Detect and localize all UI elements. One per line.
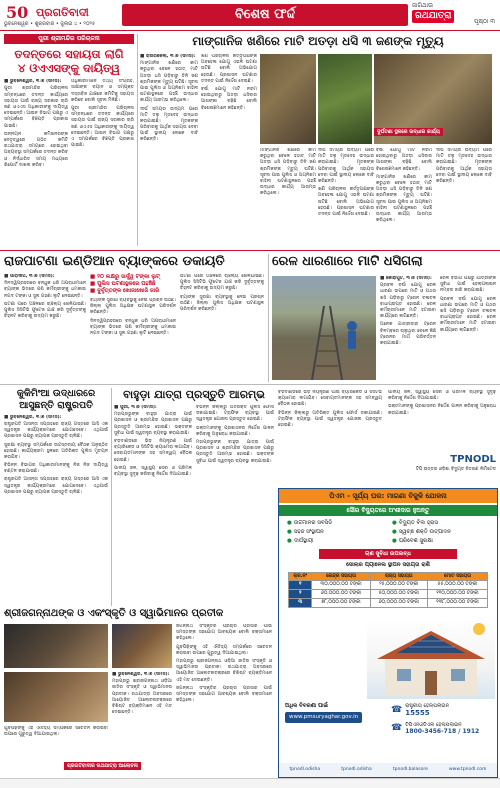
ad-subsidy-table: [288, 572, 488, 609]
story-kicker: ପୁରୀ ଶ୍ରୀମନ୍ଦିର ପରିଚାଳନା: [4, 34, 134, 44]
table-header-cell: କ୍ର.ନଂ: [289, 572, 312, 581]
table-header-cell: କେନ୍ଦ୍ର ସହାୟତା: [312, 572, 370, 581]
column-divider: [268, 254, 269, 382]
table-header-row: [289, 572, 488, 581]
president-headline-1[interactable]: କୁକିମିଂଆ ଉଦ୍ଧାରରେ: [16, 388, 96, 399]
bahuda-paragraph: ମହାପ୍ରଭୁଙ୍କ ବାହୁଡ଼ା ଯାତ୍ରା ପାଇଁ ପ୍ରଶାସନ ଓ ଶ୍ରୀମନ୍ଦିର ପ୍ରଶାସନ ପକ୍ଷରୁ ପ୍ରସ୍ତୁତି ଆରମ୍ଭ ହୋଇଛି। ଭକ୍ତଙ୍କ ସୁବିଧା ପାଇଁ ସ୍ୱତନ୍ତ୍ର ବ୍ୟବସ୍ଥା କରାଯାଉଛି।: [196, 439, 274, 464]
president-body: [4, 415, 108, 605]
jagannath-footer-tag: ପ୍ରଗତିବାଦୀର ରଥଯାତ୍ରା ଆଲୋଚନା: [64, 762, 141, 770]
rail-column-1: [380, 276, 436, 380]
column-divider: [137, 34, 138, 246]
mine-paragraph: ବର୍ଷା ଯୋଗୁ ମାଟି ନରମ ହୋଇଥିବାରୁ ଅତଡ଼ା ଧସିବାର ଆଶଙ୍କା ବଢ଼ିଛି ବୋଲି ବିଶେଷଜ୍ଞମାନେ କହିଛନ୍ତି।: [201, 86, 257, 111]
president-byline: ■ ଭୁବନେଶ୍ୱର, ୩।୭ (ସମିସ):: [4, 414, 62, 420]
jagannath-photo-speakers: [4, 672, 108, 722]
story-bank-robbery: [4, 254, 266, 382]
story-paragraph: ଉନ୍ନୟନ କମିଶନରଙ୍କ ନେତୃତ୍ୱରେ ଗଠିତ କମିଟି ରଥଯାତ୍ରା ସମୟରେ ହୋଇଥିବା ଅବ୍ୟବସ୍ଥା ସମ୍ପର୍କରେ ତଦନ୍ତ କରିବ ଓ ନିର୍ଦ୍ଧାରିତ ସମୟ ମଧ୍ୟରେ ରିପୋର୍ଟ ଦାଖଲ କରିବ।: [4, 131, 68, 168]
jagannath-paragraph: ଜଗନ୍ନାଥ ସଂସ୍କୃତିର ପ୍ରଚାର ପ୍ରସାର ପାଇଁ ସମସ୍ତଙ୍କ ସହଯୋଗ ଆବଶ୍ୟକ ବୋଲି ବକ୍ତାମାନେ କହିଥିଲେ।: [176, 685, 272, 704]
rail-column-2: [440, 276, 496, 380]
page-number: ପୃଷ୍ଠା ୩: [474, 18, 495, 25]
bahuda-headline[interactable]: ବାହୁଡ଼ା ଯାତ୍ରା ପ୍ରସ୍ତୁତି ଆରମ୍ଭ: [123, 388, 265, 401]
table-row: [289, 590, 488, 599]
table-row: [289, 599, 488, 608]
ad-social-link[interactable]: tpnodl.balasore: [392, 767, 428, 773]
table-cell: ୨୫,୦୦୦.୦୦ ଟଙ୍କା: [370, 581, 427, 590]
mine-paragraph: ଖଣି ପରିଚାଳନା କର୍ତ୍ତୃପକ୍ଷଙ୍କ ଅବହେଳା ଯୋଗୁ ଏଭଳି ଘଟଣା ଘଟିଛି ବୋଲି ଅଭିଯୋଗ ହେଉଛି। ପ୍ରଶାସନ ଘଟଣାର ତଦନ୍ତ ପାଇଁ ନିର୍ଦ୍ଦେଶ ଦେଇଛି।: [318, 187, 374, 217]
story-manganese-mine: [140, 34, 496, 248]
president-paragraph: ରାଷ୍ଟ୍ରପତି ଆସନ୍ତା ସପ୍ତାହରେ ରାଜ୍ୟ ଗସ୍ତରେ ଆସି ଏକ ସ୍ୱତନ୍ତ୍ର କାର୍ଯ୍ୟକ୍ରମରେ ଯୋଗଦେବେ। ଏଥିପାଇଁ ପ୍ରଶାସନ ପକ୍ଷରୁ ବ୍ୟାପକ ପ୍ରସ୍ତୁତି ଚାଲିଛି।: [4, 421, 108, 440]
mine-column-6: [436, 148, 492, 244]
rathyatra-line2: ରଥଯାତ୍ରା: [412, 10, 454, 23]
bank-column-2: [90, 298, 176, 380]
bank-byline: ■ ପାରାଦୀପ, ୩।୭ (ସମିସ):: [4, 274, 55, 279]
ad-brand-logo[interactable]: TPNODL: [450, 454, 496, 465]
bank-column-1: [4, 274, 86, 380]
ad-solar-house-image: [367, 619, 495, 699]
story-byline: ■ ଭୁବନେଶ୍ୱର, ୩।୭ (ସମିସ):: [4, 79, 62, 85]
table-cell: ୫୫,୦୦୦.୦୦ ଟଙ୍କା: [427, 581, 487, 590]
bahuda-paragraph: ବିଭିନ୍ନ ଜିଲ୍ଲାରୁ ଅତିରିକ୍ତ ପୁଲିସ ଫୋର୍ସ ଡକାଯାଇଛି। ଟ୍ରାଫିକ ବ୍ୟବସ୍ଥା ପାଇଁ ସ୍ୱତନ୍ତ୍ର ଯୋଜନା ପ୍ରସ୍ତୁତ ହୋଇଛି।: [278, 410, 382, 428]
story-paragraph: ପୁରୀ ଶ୍ରୀମନ୍ଦିର ପରିଚାଳନା ସମ୍ବନ୍ଧରେ ତଦନ୍ତ କାର୍ଯ୍ୟରେ ସହାୟତା ପାଇଁ ରାଜ୍ୟ ସରକାର ଚାରି ଜଣ ଓଏଏସ ଅଧିକାରୀଙ୍କୁ ଦାୟିତ୍ୱ ଦେଇଛନ୍ତି। ଆଇନ ବିଭାଗ ପକ୍ଷରୁ ଏ ସମ୍ପର୍କରେ ବିଜ୍ଞପ୍ତି ପ୍ରକାଶ ପାଇଛି।: [71, 106, 134, 149]
table-cell: ୧୩୮,୦୦୦.୦୦ ଟଙ୍କା: [427, 599, 487, 608]
mine-byline: ■ ରାଉରକେଲା, ୩।୭ (ସମିସ):: [140, 54, 196, 59]
ad-benefits-list: [279, 516, 497, 549]
bank-column-3: [180, 274, 264, 380]
ad-offer-tag: ଋଣ ସୁବିଧା ଉପଲବ୍ଧ: [319, 549, 457, 559]
ad-right-column: [388, 390, 496, 486]
bank-paragraph: ଘଟଣା ପରେ ଅଞ୍ଚଳରେ ଚାଞ୍ଚଲ୍ୟ ଖେଳିଯାଇଛି। ପୁଲିସ ସିସିଟିଭି ଫୁଟେଜ ଯାଞ୍ଚ କରି ଦୁର୍ବୃତ୍ତଙ୍କୁ ଚିହ୍ନଟ କରିବାକୁ ଉଦ୍ୟମ କରୁଛି।: [180, 274, 264, 292]
story-paragraph: ପୁରୀ ଶ୍ରୀମନ୍ଦିର ପରିଚାଳନା ସମ୍ବନ୍ଧରେ ତଦନ୍ତ କାର୍ଯ୍ୟରେ ସହାୟତା ପାଇଁ ରାଜ୍ୟ ସରକାର ଚାରି ଜଣ ଓଏଏସ ଅଧିକାରୀଙ୍କୁ ଦାୟିତ୍ୱ ଦେଇଛନ୍ତି। ଆଇନ ବିଭାଗ ପକ୍ଷରୁ ଏ ସମ୍ପର୍କରେ ବିଜ୍ଞପ୍ତି ପ୍ରକାଶ ପାଇଛି।: [4, 86, 68, 129]
bahuda-paragraph: ଭକ୍ତମାନଙ୍କୁ ପ୍ରଶାସନର ନିର୍ଦ୍ଦେଶ ପାଳନ କରିବାକୁ ଅନୁରୋଧ କରାଯାଇଛି।: [388, 404, 496, 416]
ad-benefit-item: ● ଦୀର୍ଘସ୍ଥାୟୀ: [287, 537, 314, 544]
rail-track-illustration: [272, 276, 376, 380]
ad-social-link[interactable]: www.tpnodl.com: [449, 767, 487, 773]
section-divider: [0, 384, 500, 385]
president-paragraph: ରାଷ୍ଟ୍ରପତି ଆସନ୍ତା ସପ୍ତାହରେ ରାଜ୍ୟ ଗସ୍ତରେ ଆସି ଏକ ସ୍ୱତନ୍ତ୍ର କାର୍ଯ୍ୟକ୍ରମରେ ଯୋଗଦେବେ। ଏଥିପାଇଁ ପ୍ରଶାସନ ପକ୍ଷରୁ ବ୍ୟାପକ ପ୍ରସ୍ତୁତି ଚାଲିଛି।: [4, 477, 108, 495]
mine-column-2: [201, 54, 257, 244]
story-president-visit: [4, 388, 108, 606]
bahuda-paragraph: ବିଭିନ୍ନ ଜିଲ୍ଲାରୁ ଅତିରିକ୍ତ ପୁଲିସ ଫୋର୍ସ ଡକାଯାଇଛି। ଟ୍ରାଫିକ ବ୍ୟବସ୍ଥା ପାଇଁ ସ୍ୱତନ୍ତ୍ର ଯୋଜନା ପ୍ରସ୍ତୁତ ହୋଇଛି।: [196, 405, 274, 423]
president-paragraph: ବିଭିନ୍ନ ବିଭାଗର ଅଧିକାରୀମାନଙ୍କୁ ନିଜ ନିଜ ଦାୟିତ୍ୱ ବଣ୍ଟନ କରାଯାଇଛି।: [4, 463, 108, 475]
rail-headline[interactable]: ରେଳ ଧାରଣାରେ ମାଟି ଧସିଗଲା: [272, 254, 423, 269]
ad-benefit-item: ● ସ୍ୱଚ୍ଛ ଶକ୍ତି ଉତ୍ପାଦନ: [392, 528, 451, 535]
bahuda-paragraph: ପାନୀୟ ଜଳ, ସ୍ୱାସ୍ଥ୍ୟ ସେବା ଓ ପରିମଳ ବ୍ୟବସ୍ଥା ସୁଦୃଢ଼ କରିବାକୁ ନିର୍ଦ୍ଦେଶ ଦିଆଯାଇଛି।: [114, 465, 192, 477]
rail-paragraph: ଅନେକ ଯାତ୍ରୀବାହୀ ଟ୍ରେନ ବିଳମ୍ବରେ ଚାଲୁଥିବା ବେଳେ କିଛି ଟ୍ରେନର ମାର୍ଗ ପରିବର୍ତ୍ତନ କରାଯାଇଛି।: [380, 322, 436, 346]
bank-paragraph: ଦିନଦ୍ୱିପ୍ରହରରେ ବନ୍ଧୁକ ଧରି ଅପରାଧୀମାନେ ବ୍ୟାଙ୍କ ଭିତରେ ପଶି କର୍ମଚାରୀଙ୍କୁ ଧମକାଇ ନଗଦ ଟଙ୍କା ଓ ସୁନା ଗହଣା ଲୁଟି ନେଇଛନ୍ତି।: [4, 281, 86, 299]
jagannath-column-2: [176, 624, 272, 774]
president-headline-2[interactable]: ଆସୁଛନ୍ତି ରାଷ୍ଟ୍ରପତି: [19, 399, 93, 411]
ad-apply-block: [285, 703, 385, 723]
bahuda-paragraph: ଭକ୍ତମାନଙ୍କୁ ପ୍ରଶାସନର ନିର୍ଦ୍ଦେଶ ପାଳନ କରିବାକୁ ଅନୁରୋଧ କରାଯାଇଛି।: [196, 425, 274, 437]
jagannath-paragraph: ଯୁବପିଢ଼ିଙ୍କୁ ଏହି ଐତିହ୍ୟ ସମ୍ପର୍କରେ ସଚେତନ କରାଇବା ଉପରେ ଗୁରୁତ୍ୱ ଦିଆଯାଇଥିଲା।: [176, 644, 272, 656]
jagannath-photo-crowd: [112, 624, 172, 668]
bank-highlight: ■ ୨୦ ଲକ୍ଷରୁ ଊର୍ଦ୍ଧ୍ୱ ଟଙ୍କା ଲୁଟ୍: [90, 274, 160, 280]
story-column-1: [4, 79, 68, 227]
bahuda-column-2: [196, 405, 274, 605]
ad-pm-surya-ghar[interactable]: [278, 488, 498, 778]
ad-social-link[interactable]: tpnodl.odisha: [289, 767, 321, 773]
phone-icon: ☎: [391, 704, 403, 715]
table-row: [289, 581, 488, 590]
ad-url-link[interactable]: www.pmsuryaghar.gov.in: [285, 712, 362, 723]
solar-house-illustration: [367, 619, 495, 699]
table-cell: ୫୦,୦୦୦.୦୦ ଟଙ୍କା: [370, 590, 427, 599]
rail-paragraph: ପ୍ରବଳ ବର୍ଷା ଯୋଗୁ ରେଳ ଧାରଣା ଉପରେ ମାଟି ଓ ପଥର ଖସି ପଡ଼ିବାରୁ ଟ୍ରେନ ଚଳାଚଳ ବାଧାପ୍ରାପ୍ତ ହୋଇଛି। ରେଳ କର୍ମଚାରୀମାନେ ମାଟି ହଟାଇବା କାର୍ଯ୍ୟରେ ଲାଗିଛନ୍ତି।: [440, 296, 496, 333]
jagannath-column-3: [4, 726, 108, 760]
check-icon: ●: [287, 528, 292, 535]
bahuda-paragraph: ବଡ଼ଦାଣ୍ଡରେ ଭିଡ଼ ନିୟନ୍ତ୍ରଣ ପାଇଁ ବ୍ୟାରିକେଡ ଓ ସିସିଟିଭି କ୍ୟାମେରା ଲଗାଯିବ। ସେବାୟତମାନଙ୍କ ସହ ସମନ୍ୱୟ ବୈଠକ ହୋଇଛି।: [278, 390, 382, 408]
jagannath-paragraph: ମହାପ୍ରଭୁ ଶ୍ରୀଜଗନ୍ନାଥ ଓଡ଼ିଆ ଜାତିର ସଂସ୍କୃତି ଓ ସ୍ୱାଭିମାନର ପ୍ରତୀକ। ରଥଯାତ୍ରା ଅବସରରେ ଆୟୋଜିତ ଆଲୋଚନାଚକ୍ରରେ ବିଶିଷ୍ଟ ବ୍ୟକ୍ତିମାନେ ଏହି ମତ ଦେଇଛନ୍ତି।: [112, 679, 172, 716]
rail-paragraph: ପ୍ରବଳ ବର୍ଷା ଯୋଗୁ ରେଳ ଧାରଣା ଉପରେ ମାଟି ଓ ପଥର ଖସି ପଡ଼ିବାରୁ ଟ୍ରେନ ଚଳାଚଳ ବାଧାପ୍ରାପ୍ତ ହୋଇଛି। ରେଳ କର୍ମଚାରୀମାନେ ମାଟି ହଟାଇବା କାର୍ଯ୍ୟରେ ଲାଗିଛନ୍ତି।: [380, 283, 436, 320]
story-rail-landslide: [272, 254, 496, 382]
anniversary-logo: 50: [6, 3, 29, 22]
bank-paragraph: ବ୍ୟାଙ୍କ ସୁରକ୍ଷା ବ୍ୟବସ୍ଥାକୁ ନେଇ ପ୍ରଶ୍ନ ଉଠିଛି। ଜିଲ୍ଲା ପୁଲିସ ଅଧିକ୍ଷକ ଘଟଣାସ୍ଥଳ ପରିଦର୍ଶନ କରିଛନ୍ତି।: [180, 294, 264, 312]
table-cell: ୬୦,୦୦୦.୦୦ ଟଙ୍କା: [312, 590, 370, 599]
ad-benefit-item: ● ସହଜ ସଂସ୍ଥାପନ: [287, 528, 324, 535]
table-cell: ୨: [289, 590, 312, 599]
rail-photo: [272, 276, 376, 380]
check-icon: ●: [392, 537, 397, 544]
jagannath-column-1: [112, 672, 172, 760]
masthead-rule: [0, 30, 500, 31]
column-divider: [111, 388, 112, 606]
bahuda-column-3: [278, 390, 382, 486]
ad-apply-label: ଅଧିକ ବିବରଣୀ ପାଇଁ: [285, 703, 328, 709]
story-paragraph: ଅଧିକାରୀମାନେ ତଥ୍ୟ ସଂଗ୍ରହ, ସାକ୍ଷୀଙ୍କ ବୟାନ ଓ ସମ୍ପୃକ୍ତ ଦସ୍ତାବିଜ ଯାଞ୍ଚରେ କମିଟିକୁ ସହାୟତା କରିବେ ବୋଲି ସୂଚନା ମିଳିଛି।: [71, 79, 134, 103]
mine-column-5: [376, 148, 432, 244]
ad-header-area: [278, 390, 496, 486]
ad-title: ପିଏମ - ସୂର୍ଯ୍ୟ ଘର: ମାଗଣା ବିଜୁଳି ଯୋଜନା: [279, 489, 497, 503]
phone-icon: ☎: [391, 723, 403, 734]
special-section-title: ବିଶେଷ ଫର୍ଦ୍ଦ: [122, 4, 408, 26]
check-icon: ●: [287, 520, 292, 526]
bank-highlight: ■ ପୁଲିସ ଘଟଣାସ୍ଥଳରେ ପହଞ୍ଚିଛି: [90, 280, 156, 287]
jagannath-paragraph: ମହାପ୍ରଭୁ ଶ୍ରୀଜଗନ୍ନାଥ ଓଡ଼ିଆ ଜାତିର ସଂସ୍କୃତି ଓ ସ୍ୱାଭିମାନର ପ୍ରତୀକ। ରଥଯାତ୍ରା ଅବସରରେ ଆୟୋଜିତ ଆଲୋଚନାଚକ୍ରରେ ବିଶିଷ୍ଟ ବ୍ୟକ୍ତିମାନେ ଏହି ମତ ଦେଇଛନ୍ତି।: [176, 658, 272, 683]
dateline: ଭୁବନେଶ୍ୱର • ଶୁକ୍ରବାର • ଜୁଲାଇ ୪ • ୨୦୨୫: [4, 21, 96, 27]
jagannath-photo-panel: [4, 624, 108, 668]
ad-benefit-item: ● ବିଦ୍ୟୁତ ବିଲ ହ୍ରାସ: [392, 520, 439, 526]
jagannath-paragraph: ଜଗନ୍ନାଥ ସଂସ୍କୃତିର ପ୍ରଚାର ପ୍ରସାର ପାଇଁ ସମସ୍ତଙ୍କ ସହଯୋଗ ଆବଶ୍ୟକ ବୋଲି ବକ୍ତାମାନେ କହିଥିଲେ।: [176, 624, 272, 642]
ad-social-footer: [279, 763, 497, 777]
mine-paragraph: ଦୀର୍ଘ ସମୟର ଉଦ୍ୟମ ପରେ ମାଟି ତଳୁ ମୃତଦେହ ଉଦ୍ଧାର କରାଯାଇଛି। ମୃତକଙ୍କ ପରିବାରକୁ ଆର୍ଥିକ ସହାୟତା ଦେବା ପାଇଁ ସ୍ଥାନୀୟ ଲୋକେ ଦାବି କରିଛନ୍ତି।: [318, 148, 374, 184]
mine-paragraph: ମାଙ୍ଗାନିଜ ଖଣିରେ କାମ କରୁଥିବା ବେଳେ ହଠାତ୍ ମାଟି ଅତଡ଼ା ଧସି ପଡ଼ିବାରୁ ତିନି ଜଣ ଶ୍ରମିକଙ୍କ ମୃତ୍ୟୁ ଘଟିଛି। ସୂଚନା ପାଇ ପୁଲିସ ଓ ଅଗ୍ନିଶମ ବାହିନୀ ଘଟଣାସ୍ଥଳରେ ପହଞ୍ଚି ଉଦ୍ଧାର କାର୍ଯ୍ୟ ଆରମ୍ଭ କରିଥିଲେ।: [376, 174, 432, 224]
mine-column-1: [140, 54, 198, 244]
story-headline-2[interactable]: ୪ ଓଏଏସଙ୍କୁ ଦାୟିତ୍ୱ: [18, 60, 120, 75]
ad-brand-sub: ଟିପି ଉତ୍ତର ଓଡ଼ିଶା ବିଦ୍ୟୁତ ବିତରଣ ଲିମିଟେଡ: [415, 466, 496, 472]
bank-paragraph: ବ୍ୟାଙ୍କ ସୁରକ୍ଷା ବ୍ୟବସ୍ଥାକୁ ନେଇ ପ୍ରଶ୍ନ ଉଠିଛି। ଜିଲ୍ଲା ପୁଲିସ ଅଧିକ୍ଷକ ଘଟଣାସ୍ଥଳ ପରିଦର୍ଶନ କରିଛନ୍ତି।: [90, 298, 176, 316]
mine-paragraph: ଖଣି ପରିଚାଳନା କର୍ତ୍ତୃପକ୍ଷଙ୍କ ଅବହେଳା ଯୋଗୁ ଏଭଳି ଘଟଣା ଘଟିଛି ବୋଲି ଅଭିଯୋଗ ହେଉଛି। ପ୍ରଶାସନ ଘଟଣାର ତଦନ୍ତ ପାଇଁ ନିର୍ଦ୍ଦେଶ ଦେଇଛି।: [201, 54, 257, 84]
ad-helpline-number[interactable]: 15555: [405, 709, 430, 718]
mine-column-3: [260, 148, 316, 244]
newspaper-brand[interactable]: ପ୍ରଗତିବାଦୀ: [36, 6, 89, 19]
president-paragraph: ସୁରକ୍ଷା ବ୍ୟବସ୍ଥା ସମ୍ପର୍କରେ ଉଚ୍ଚସ୍ତରୀୟ ବୈଠକ ଅନୁଷ୍ଠିତ ହୋଇଛି। କାର୍ଯ୍ୟକ୍ରମ ସ୍ଥଳରେ ଅତିରିକ୍ତ ପୁଲିସ ମୁତୟନ କରାଯିବ।: [4, 442, 108, 460]
ad-helpline-label: ରାଷ୍ଟ୍ରୀୟ ହେଲ୍ପଲାଇନ: [405, 703, 450, 709]
mine-headline[interactable]: ମାଙ୍ଗାନିଜ ଖଣିରେ ମାଟି ଅତଡ଼ା ଧସି ୩ ଜଣଙ୍କ ମୃତ୍ୟୁ: [192, 34, 444, 48]
ad-benefits-header: ସୌର ବିଦ୍ୟୁତରେ ଅଂଶୀଦାର ହୁଅନ୍ତୁ: [279, 505, 497, 516]
page-footer-strip: [0, 778, 500, 788]
table-cell: ୧୧୦,୦୦୦.୦୦ ଟଙ୍କା: [427, 590, 487, 599]
table-cell: ୭୮,୦୦୦.୦୦ ଟଙ୍କା: [312, 599, 370, 608]
rathyatra-line1: ଜାଗିଥାଉ: [412, 2, 433, 9]
story-column-2: [71, 79, 134, 227]
ad-benefit-item: ● ପରିବେଶ ସୁରକ୍ଷା: [392, 537, 433, 544]
rail-byline: ■ କୋରାପୁଟ, ୩।୭ (ସମିସ):: [380, 276, 432, 281]
rathyatra-badge: [412, 2, 472, 28]
ad-helpline-block: [391, 703, 495, 736]
mine-paragraph: ବର୍ଷା ଯୋଗୁ ମାଟି ନରମ ହୋଇଥିବାରୁ ଅତଡ଼ା ଧସିବାର ଆଶଙ୍କା ବଢ଼ିଛି ବୋଲି ବିଶେଷଜ୍ଞମାନେ କହିଛନ୍ତି।: [376, 148, 432, 172]
ad-tp-helpline-label: ଟିପିଏନଓଡିଏଲ ହେଲ୍ପଲାଇନ: [405, 722, 462, 728]
rail-paragraph: ରେଳ ବିଭାଗ ପକ୍ଷରୁ ଯାତ୍ରୀଙ୍କ ସୁବିଧା ପାଇଁ ହେଲ୍ପଲାଇନ ନମ୍ବର ଜାରି କରାଯାଇଛି।: [440, 276, 496, 294]
mine-photo-site: [318, 54, 372, 144]
bahuda-paragraph: ମହାପ୍ରଭୁଙ୍କ ବାହୁଡ଼ା ଯାତ୍ରା ପାଇଁ ପ୍ରଶାସନ ଓ ଶ୍ରୀମନ୍ଦିର ପ୍ରଶାସନ ପକ୍ଷରୁ ପ୍ରସ୍ତୁତି ଆରମ୍ଭ ହୋଇଛି। ଭକ୍ତଙ୍କ ସୁବିଧା ପାଇଁ ସ୍ୱତନ୍ତ୍ର ବ୍ୟବସ୍ଥା କରାଯାଉଛି।: [114, 412, 192, 436]
jagannath-paragraph: ଯୁବପିଢ଼ିଙ୍କୁ ଏହି ଐତିହ୍ୟ ସମ୍ପର୍କରେ ସଚେତନ କରାଇବା ଉପରେ ଗୁରୁତ୍ୱ ଦିଆଯାଇଥିଲା।: [4, 726, 108, 738]
check-icon: ●: [392, 520, 397, 526]
mine-paragraph: ଦୀର୍ଘ ସମୟର ଉଦ୍ୟମ ପରେ ମାଟି ତଳୁ ମୃତଦେହ ଉଦ୍ଧାର କରାଯାଇଛି। ମୃତକଙ୍କ ପରିବାରକୁ ଆର୍ଥିକ ସହାୟତା ଦେବା ପାଇଁ ସ୍ଥାନୀୟ ଲୋକେ ଦାବି କରିଛନ୍ତି।: [140, 106, 198, 143]
table-cell: ୬୦,୦୦୦.୦୦ ଟଙ୍କା: [370, 599, 427, 608]
table-header-cell: ମୋଟ ସହାୟତା: [427, 572, 487, 581]
story-headline-1[interactable]: ତଦନ୍ତରେ ସହାୟତା ଲାଗି: [14, 46, 124, 61]
ad-table-title: ସୋଲାର ପ୍ୟାନେଲ ସ୍ଥାପନ ସହାୟତା ରାଶି: [346, 561, 430, 568]
check-icon: ●: [392, 528, 397, 535]
table-cell: ୧: [289, 581, 312, 590]
story-bahuda-yatra: [114, 388, 274, 606]
story-jagannath-culture: [4, 608, 274, 776]
table-cell: ୩୦,୦୦୦.୦୦ ଟଙ୍କା: [312, 581, 370, 590]
bahuda-byline: ■ ପୁରୀ, ୩।୭ (ସମିସ):: [114, 405, 157, 410]
bank-highlight: ■ ଦୁର୍ବୃତ୍ତଙ୍କ ଖୋଜାଖୋଜି ଜାରି: [90, 287, 160, 294]
bank-paragraph: ଘଟଣା ପରେ ଅଞ୍ଚଳରେ ଚାଞ୍ଚଲ୍ୟ ଖେଳିଯାଇଛି। ପୁଲିସ ସିସିଟିଭି ଫୁଟେଜ ଯାଞ୍ଚ କରି ଦୁର୍ବୃତ୍ତଙ୍କୁ ଚିହ୍ନଟ କରିବାକୁ ଉଦ୍ୟମ କରୁଛି।: [4, 301, 86, 320]
story-temple-probe: [4, 34, 134, 244]
check-icon: ●: [287, 537, 292, 544]
jagannath-headline[interactable]: ଶ୍ରୀଜଗନ୍ନାଥଙ୍କ ଓ ଏକଂସ୍କୃତି ଓ ସ୍ୱାଭିମାନର ପ୍ରତୀକ: [4, 608, 224, 619]
mine-paragraph: ମାଙ୍ଗାନିଜ ଖଣିରେ କାମ କରୁଥିବା ବେଳେ ହଠାତ୍ ମାଟି ଅତଡ଼ା ଧସି ପଡ଼ିବାରୁ ତିନି ଜଣ ଶ୍ରମିକଙ୍କ ମୃତ୍ୟୁ ଘଟିଛି। ସୂଚନା ପାଇ ପୁଲିସ ଓ ଅଗ୍ନିଶମ ବାହିନୀ ଘଟଣାସ୍ଥଳରେ ପହଞ୍ଚି ଉଦ୍ଧାର କାର୍ଯ୍ୟ ଆରମ୍ଭ କରିଥିଲେ।: [140, 61, 198, 104]
ad-social-link[interactable]: tpnodl.odisha: [341, 767, 372, 773]
bahuda-paragraph: ବଡ଼ଦାଣ୍ଡରେ ଭିଡ଼ ନିୟନ୍ତ୍ରଣ ପାଇଁ ବ୍ୟାରିକେଡ ଓ ସିସିଟିଭି କ୍ୟାମେରା ଲଗାଯିବ। ସେବାୟତମାନଙ୍କ ସହ ସମନ୍ୱୟ ବୈଠକ ହୋଇଛି।: [114, 438, 192, 463]
bahuda-column-1: [114, 405, 192, 605]
masthead: [0, 0, 500, 30]
ad-benefit-item: ● ଉଚ୍ଚମାନର ସବସିଡି: [287, 520, 333, 526]
bank-paragraph: ଦିନଦ୍ୱିପ୍ରହରରେ ବନ୍ଧୁକ ଧରି ଅପରାଧୀମାନେ ବ୍ୟାଙ୍କ ଭିତରେ ପଶି କର୍ମଚାରୀଙ୍କୁ ଧମକାଇ ନଗଦ ଟଙ୍କା ଓ ସୁନା ଗହଣା ଲୁଟି ନେଇଛନ୍ତି।: [90, 318, 176, 336]
bank-headline[interactable]: ରାଜପାଟଣା ଇଣ୍ଡିଆନ ବ୍ୟାଙ୍କରେ ଡକାୟତି: [4, 254, 225, 269]
mine-photo-caption: ଦୁର୍ଘଟଣା ସ୍ଥଳରେ ଉଦ୍ଧାର କାର୍ଯ୍ୟ: [374, 128, 443, 136]
mine-photo-rescue: [260, 54, 316, 144]
mine-paragraph: ମାଙ୍ଗାନିଜ ଖଣିରେ କାମ କରୁଥିବା ବେଳେ ହଠାତ୍ ମାଟି ଅତଡ଼ା ଧସି ପଡ଼ିବାରୁ ତିନି ଜଣ ଶ୍ରମିକଙ୍କ ମୃତ୍ୟୁ ଘଟିଛି। ସୂଚନା ପାଇ ପୁଲିସ ଓ ଅଗ୍ନିଶମ ବାହିନୀ ଘଟଣାସ୍ଥଳରେ ପହଞ୍ଚି ଉଦ୍ଧାର କାର୍ଯ୍ୟ ଆରମ୍ଭ କରିଥିଲେ।: [260, 148, 316, 197]
bank-highlights: [90, 274, 176, 295]
bahuda-paragraph: ପାନୀୟ ଜଳ, ସ୍ୱାସ୍ଥ୍ୟ ସେବା ଓ ପରିମଳ ବ୍ୟବସ୍ଥା ସୁଦୃଢ଼ କରିବାକୁ ନିର୍ଦ୍ଦେଶ ଦିଆଯାଇଛି।: [388, 390, 496, 402]
ad-tp-helpline-number[interactable]: 1800-3456-718 / 1912: [405, 728, 480, 736]
mine-paragraph: ଦୀର୍ଘ ସମୟର ଉଦ୍ୟମ ପରେ ମାଟି ତଳୁ ମୃତଦେହ ଉଦ୍ଧାର କରାଯାଇଛି। ମୃତକଙ୍କ ପରିବାରକୁ ଆର୍ଥିକ ସହାୟତା ଦେବା ପାଇଁ ସ୍ଥାନୀୟ ଲୋକେ ଦାବି କରିଛନ୍ତି।: [436, 148, 492, 184]
mine-column-4: [318, 148, 374, 244]
section-divider: [0, 250, 500, 251]
table-header-cell: ରାଜ୍ୟ ସହାୟତା: [370, 572, 427, 581]
bahuda-column-4: [388, 390, 496, 450]
table-cell: ୩: [289, 599, 312, 608]
jagannath-byline: ■ ଭୁବନେଶ୍ୱର, ୩।୭ (ସମିସ):: [112, 672, 170, 677]
